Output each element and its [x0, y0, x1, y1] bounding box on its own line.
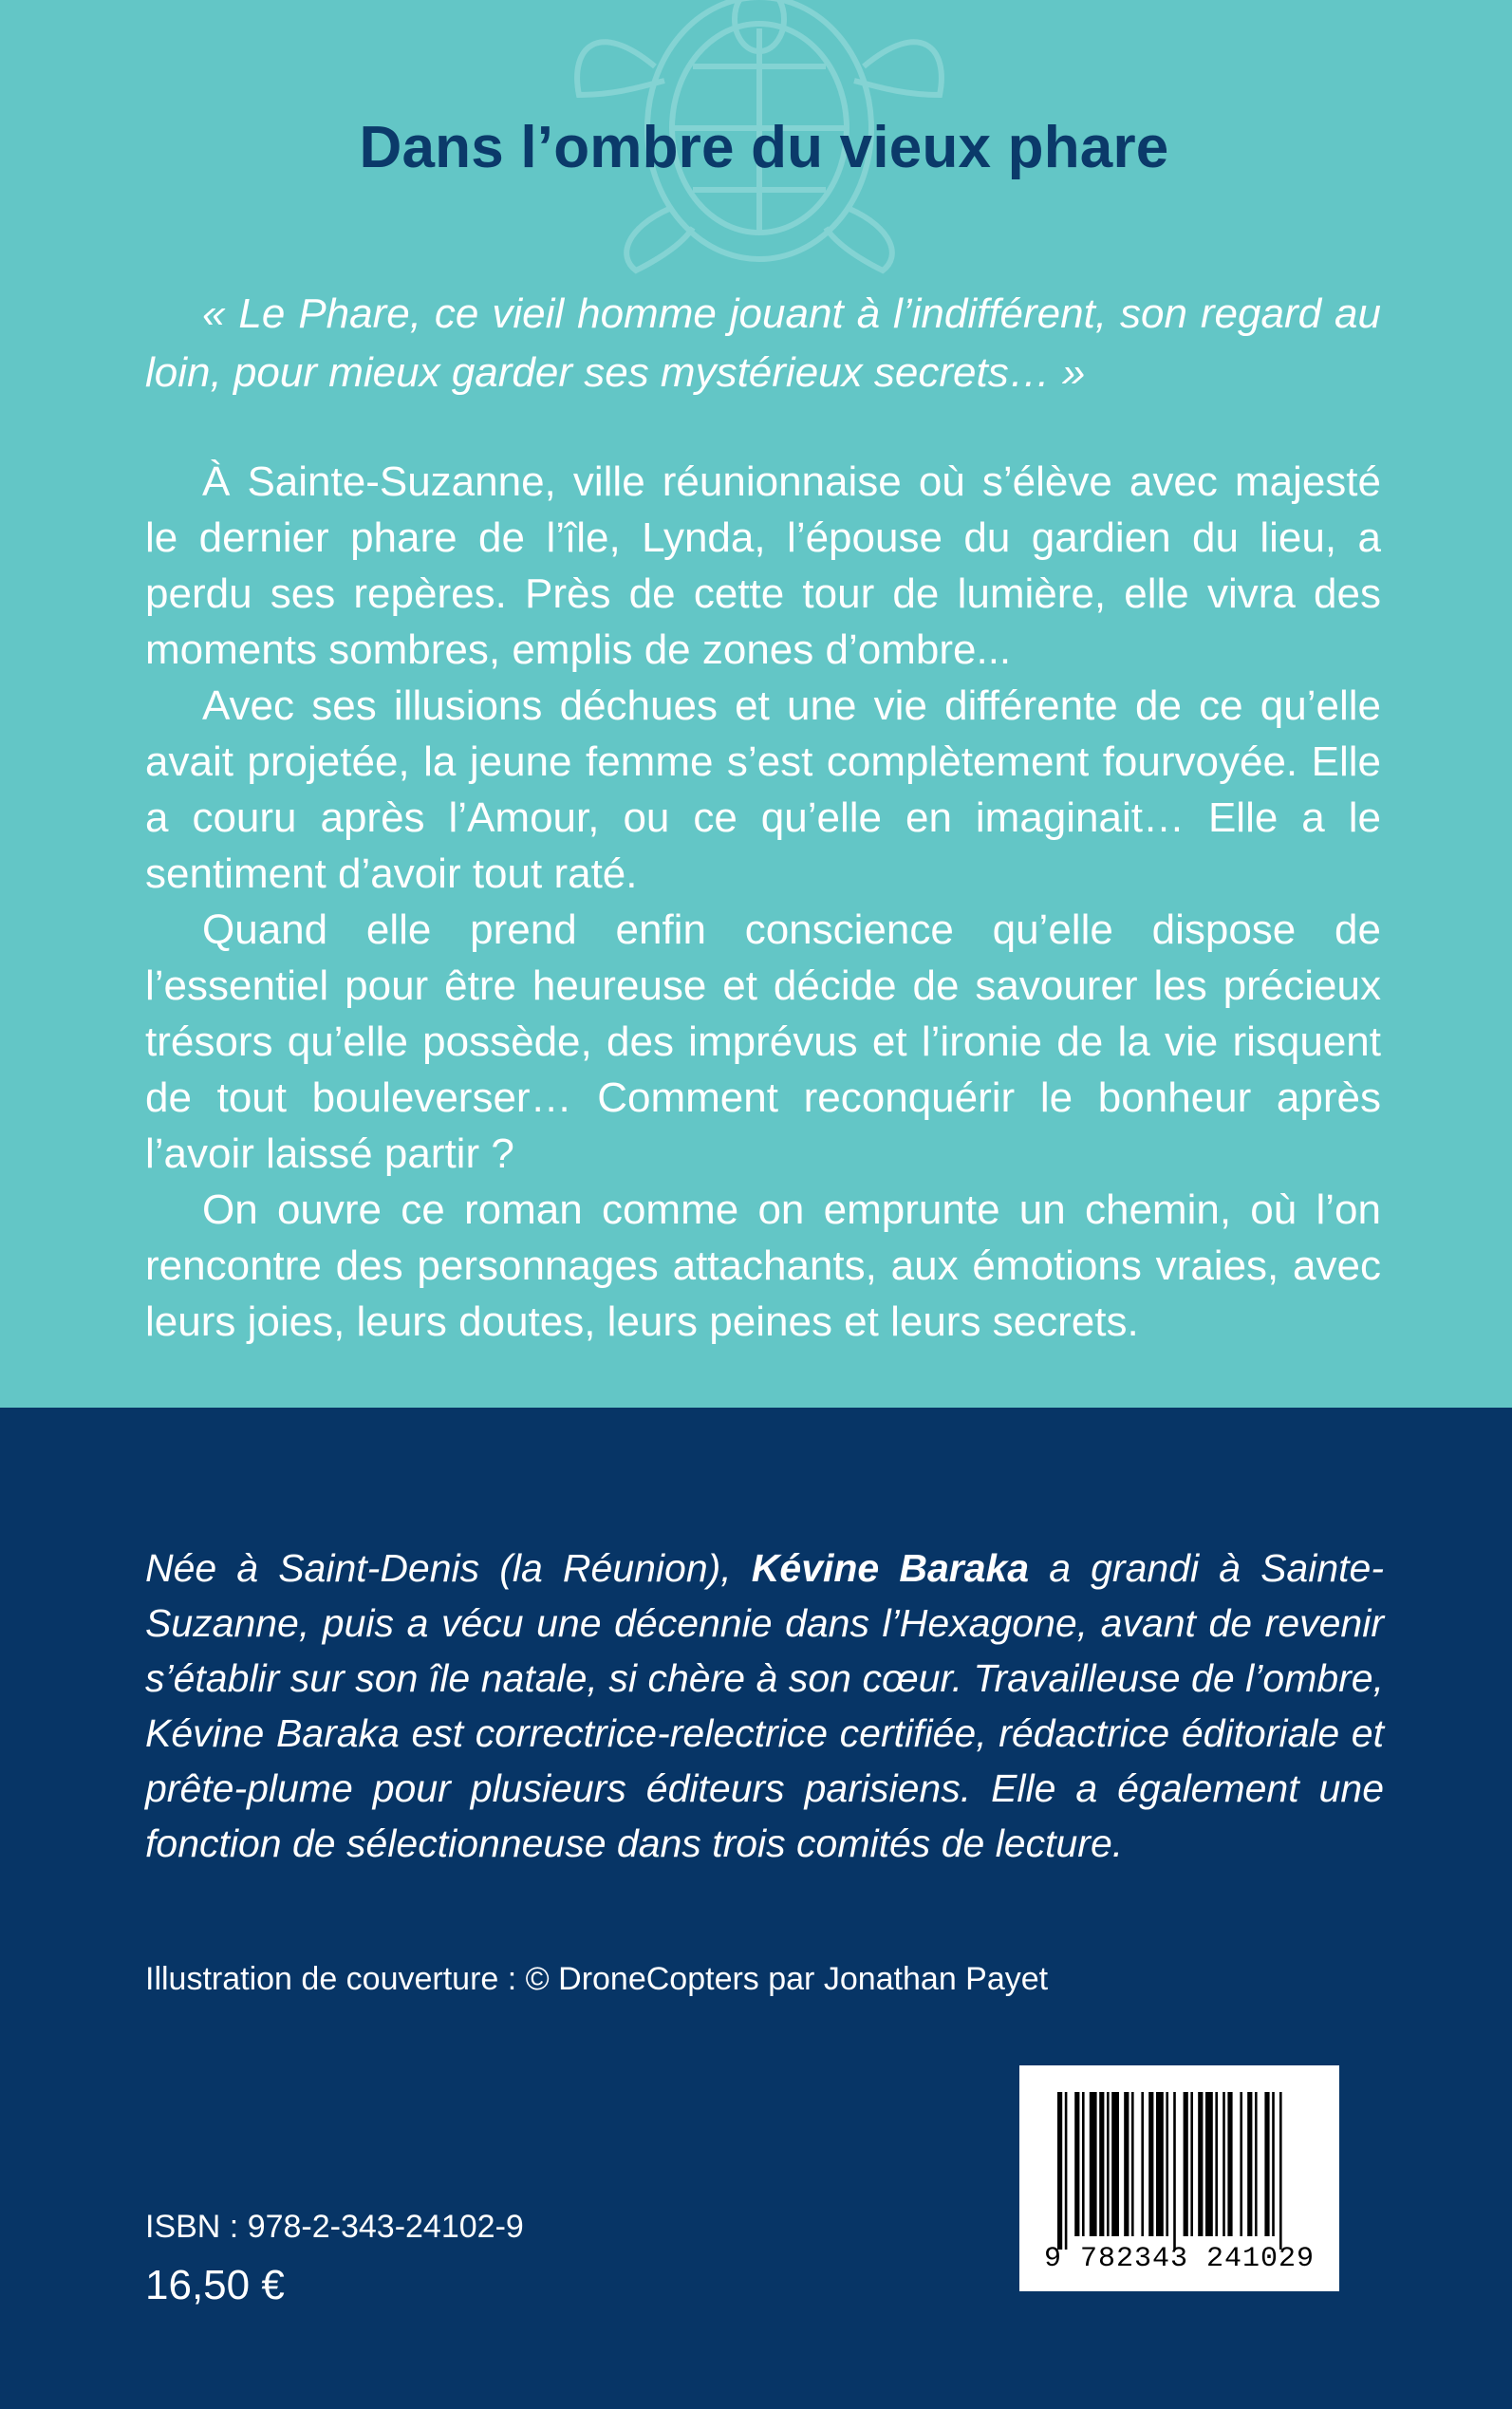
- barcode-bar: [1184, 2092, 1188, 2236]
- barcode-bar: [1107, 2092, 1110, 2236]
- barcode-bar: [1240, 2092, 1242, 2236]
- epigraph-quote: « Le Phare, ce vieil homme jouant à l’indifférent, son regard au loin, pour mieux garder ses mystérieux secrets… »: [145, 290, 1381, 396]
- barcode-bar: [1156, 2092, 1164, 2236]
- barcode-bar: [1111, 2092, 1119, 2236]
- author-name: Kévine Baraka: [751, 1546, 1030, 1590]
- barcode-bar: [1099, 2092, 1104, 2236]
- barcode-bar: [1223, 2092, 1225, 2236]
- barcode-bar: [1057, 2092, 1062, 2250]
- barcode-bar: [1141, 2092, 1144, 2236]
- author-bio: [145, 1541, 1384, 1871]
- barcode-bar: [1227, 2092, 1232, 2236]
- barcode-bar: [1090, 2092, 1097, 2236]
- barcode-bar: [1190, 2092, 1193, 2236]
- barcode-bar: [1215, 2092, 1218, 2236]
- barcode-digits: 9 782343 241029: [1043, 2243, 1316, 2275]
- barcode-bar: [1173, 2092, 1176, 2250]
- barcode-bar: [1272, 2092, 1275, 2236]
- price: 16,50 €: [145, 2262, 285, 2308]
- synopsis-text: [145, 454, 1381, 1350]
- barcode-bar: [1082, 2092, 1085, 2236]
- synopsis-paragraph: Quand elle prend enfin conscience qu’elle dispose de l’essentiel pour être heureuse et décide de savourer les précieux trésors qu’elle possède, des imprévus et l’ironie de la vie risquent de tout bouleverser… Comment reconquérir le bonheur après l’avoir laissé partir ?: [145, 906, 1381, 1177]
- bio-intro: Née à Saint-Denis (la Réunion),: [145, 1546, 752, 1590]
- synopsis-paragraph: On ouvre ce roman comme on emprunte un chemin, où l’on rencontre des personnages attachants, aux émotions vraies, avec leurs joies, leurs doutes, leurs peines et leurs secrets.: [145, 1186, 1381, 1345]
- book-title: Dans l’ombre du vieux phare: [359, 115, 1169, 180]
- barcode-bar: [1124, 2092, 1129, 2236]
- barcode-bar: [1279, 2092, 1282, 2250]
- barcode-bar: [1074, 2092, 1079, 2236]
- barcode-bar: [1205, 2092, 1213, 2236]
- illustration-credit: Illustration de couverture : © DroneCopters par Jonathan Payet: [145, 1961, 1049, 1997]
- isbn: ISBN : 978-2-343-24102-9: [145, 2209, 524, 2245]
- barcode-bar: [1264, 2092, 1269, 2236]
- barcode: [1019, 2065, 1339, 2291]
- barcode-bar: [1255, 2092, 1258, 2236]
- synopsis-paragraph: À Sainte-Suzanne, ville réunionnaise où s’élève avec majesté le dernier phare de l’île, Lynda, l’épouse du gardien du lieu, a perdu ses repères. Près de cette tour de lumière, elle vivra des moments sombres, emplis de zones d’ombre...: [145, 458, 1381, 673]
- synopsis-paragraph: Avec ses illusions déchues et une vie différente de ce qu’elle avait projetée, la jeune femme s’est complètement fourvoyée. Elle a couru après l’Amour, ou ce qu’elle en imaginait… Elle a le sentiment d’avoir tout raté.: [145, 682, 1381, 897]
- barcode-bar: [1065, 2092, 1068, 2250]
- barcode-bar: [1131, 2092, 1134, 2236]
- barcode-bar: [1198, 2092, 1203, 2236]
- barcode-bar: [1148, 2092, 1153, 2236]
- bio-text: a grandi à Sainte-Suzanne, puis a vécu une décennie dans l’Hexagone, avant de revenir s’établir sur son île natale, si chère à son cœur. Travailleuse de l’ombre, Kévine Baraka est correctrice-relectrice certifiée, rédactrice éditoriale et prête-plume pour plusieurs éditeurs parisiens. Elle a également une fonction de sélectionneuse dans trois comités de lecture.: [145, 1546, 1384, 1865]
- barcode-bar: [1247, 2092, 1252, 2236]
- barcode-bar: [1166, 2092, 1168, 2236]
